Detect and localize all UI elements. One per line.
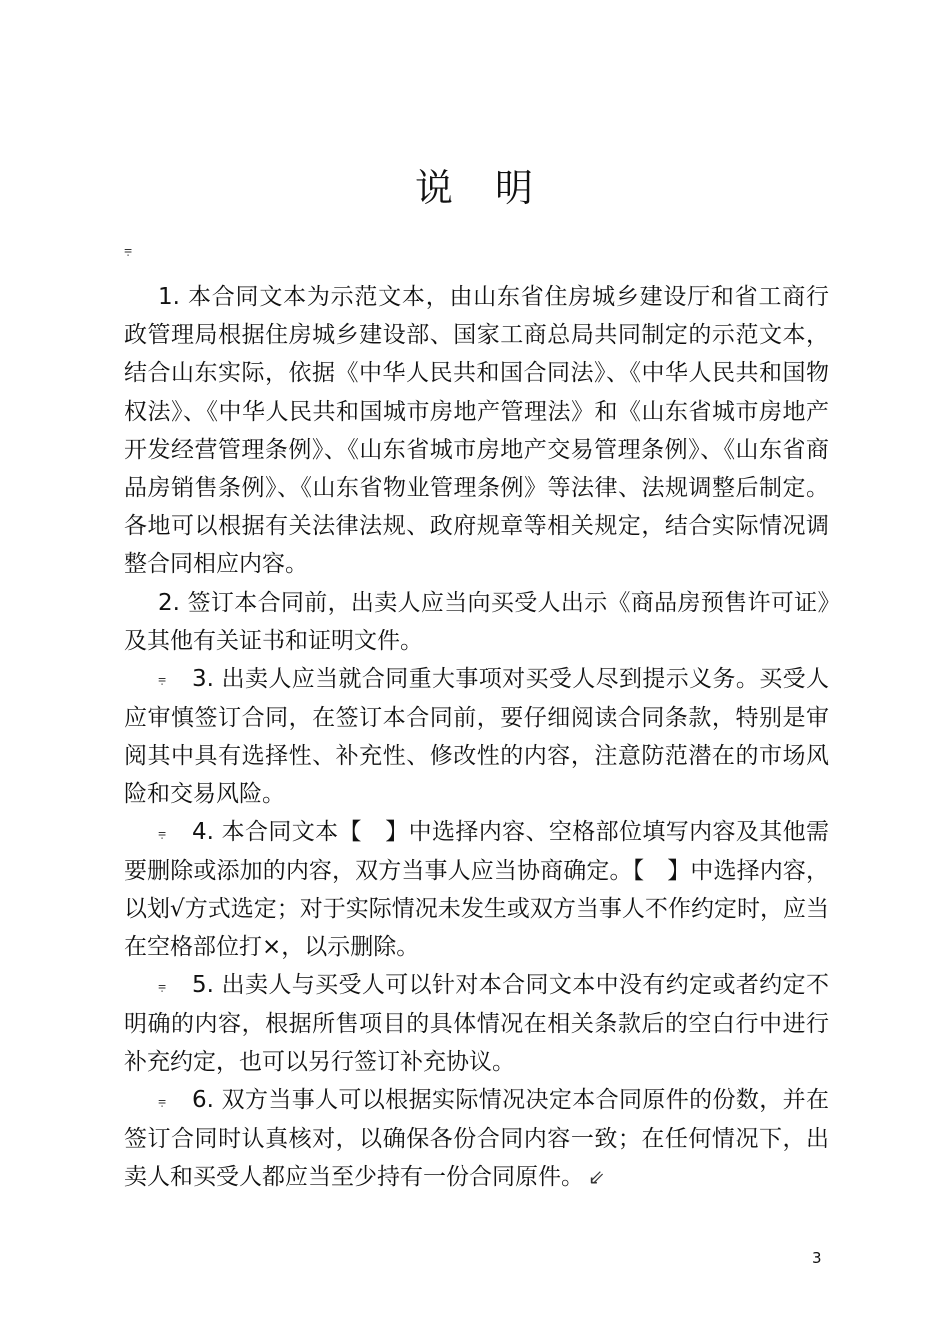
paragraph-4-text: 4. 本合同文本【 】中选择内容、空格部位填写内容及其他需要删除或添加的内容，双方当事人应当协商确定。【 】中选择内容，以划√方式选定；对于实际情况未发生或双方当事人不作约定时，应当在空格部位打×，以示删除。 — [124, 819, 829, 961]
paragraph-end-icon: ⇙ — [588, 1165, 605, 1190]
paragraph-marker: ⩦ — [158, 671, 167, 688]
paragraph-marker: ⩦ — [158, 1092, 167, 1109]
paragraph-6 — [124, 1081, 829, 1196]
page-title: 说 明 — [414, 166, 535, 210]
paragraph-5 — [124, 966, 829, 1081]
paragraph-marker: ⩦ — [158, 824, 167, 841]
document-body — [124, 278, 829, 1196]
paragraph-3 — [124, 660, 829, 813]
paragraph-marker: ⩦ — [124, 242, 133, 258]
paragraph-6-text: 6. 双方当事人可以根据实际情况决定本合同原件的份数，并在签订合同时认真核对，以确保各份合同内容一致；在任何情况下，出卖人和买受人都应当至少持有一份合同原件。 — [124, 1087, 829, 1191]
page-number: 3 — [812, 1249, 822, 1267]
paragraph-3-text: 3. 出卖人应当就合同重大事项对买受人尽到提示义务。买受人应审慎签订合同，在签订本合同前，要仔细阅读合同条款，特别是审阅其中具有选择性、补充性、修改性的内容，注意防范潜在的市场风险和交易风险。 — [124, 666, 829, 808]
paragraph-4 — [124, 813, 829, 966]
paragraph-1: 1. 本合同文本为示范文本，由山东省住房城乡建设厅和省工商行政管理局根据住房城乡建设部、国家工商总局共同制定的示范文本，结合山东实际，依据《中华人民共和国合同法》、《中华人民共和国物权法》、《中华人民共和国城市房地产管理法》和《山东省城市房地产开发经营管理条例》、《山东省城市房地产交易管理条例》、《山东省商品房销售条例》、《山东省物业管理条例》等法律、法规调整后制定。各地可以根据有关法律法规、政府规章等相关规定，结合实际情况调整合同相应内容。 — [124, 284, 829, 578]
paragraph-5-text: 5. 出卖人与买受人可以针对本合同文本中没有约定或者约定不明确的内容，根据所售项目的具体情况在相关条款后的空白行中进行补充约定，也可以另行签订补充协议。 — [124, 972, 829, 1076]
paragraph-2: 2. 签订本合同前，出卖人应当向买受人出示《商品房预售许可证》及其他有关证书和证明文件。 — [124, 589, 829, 654]
paragraph-marker: ⩦ — [158, 977, 167, 994]
